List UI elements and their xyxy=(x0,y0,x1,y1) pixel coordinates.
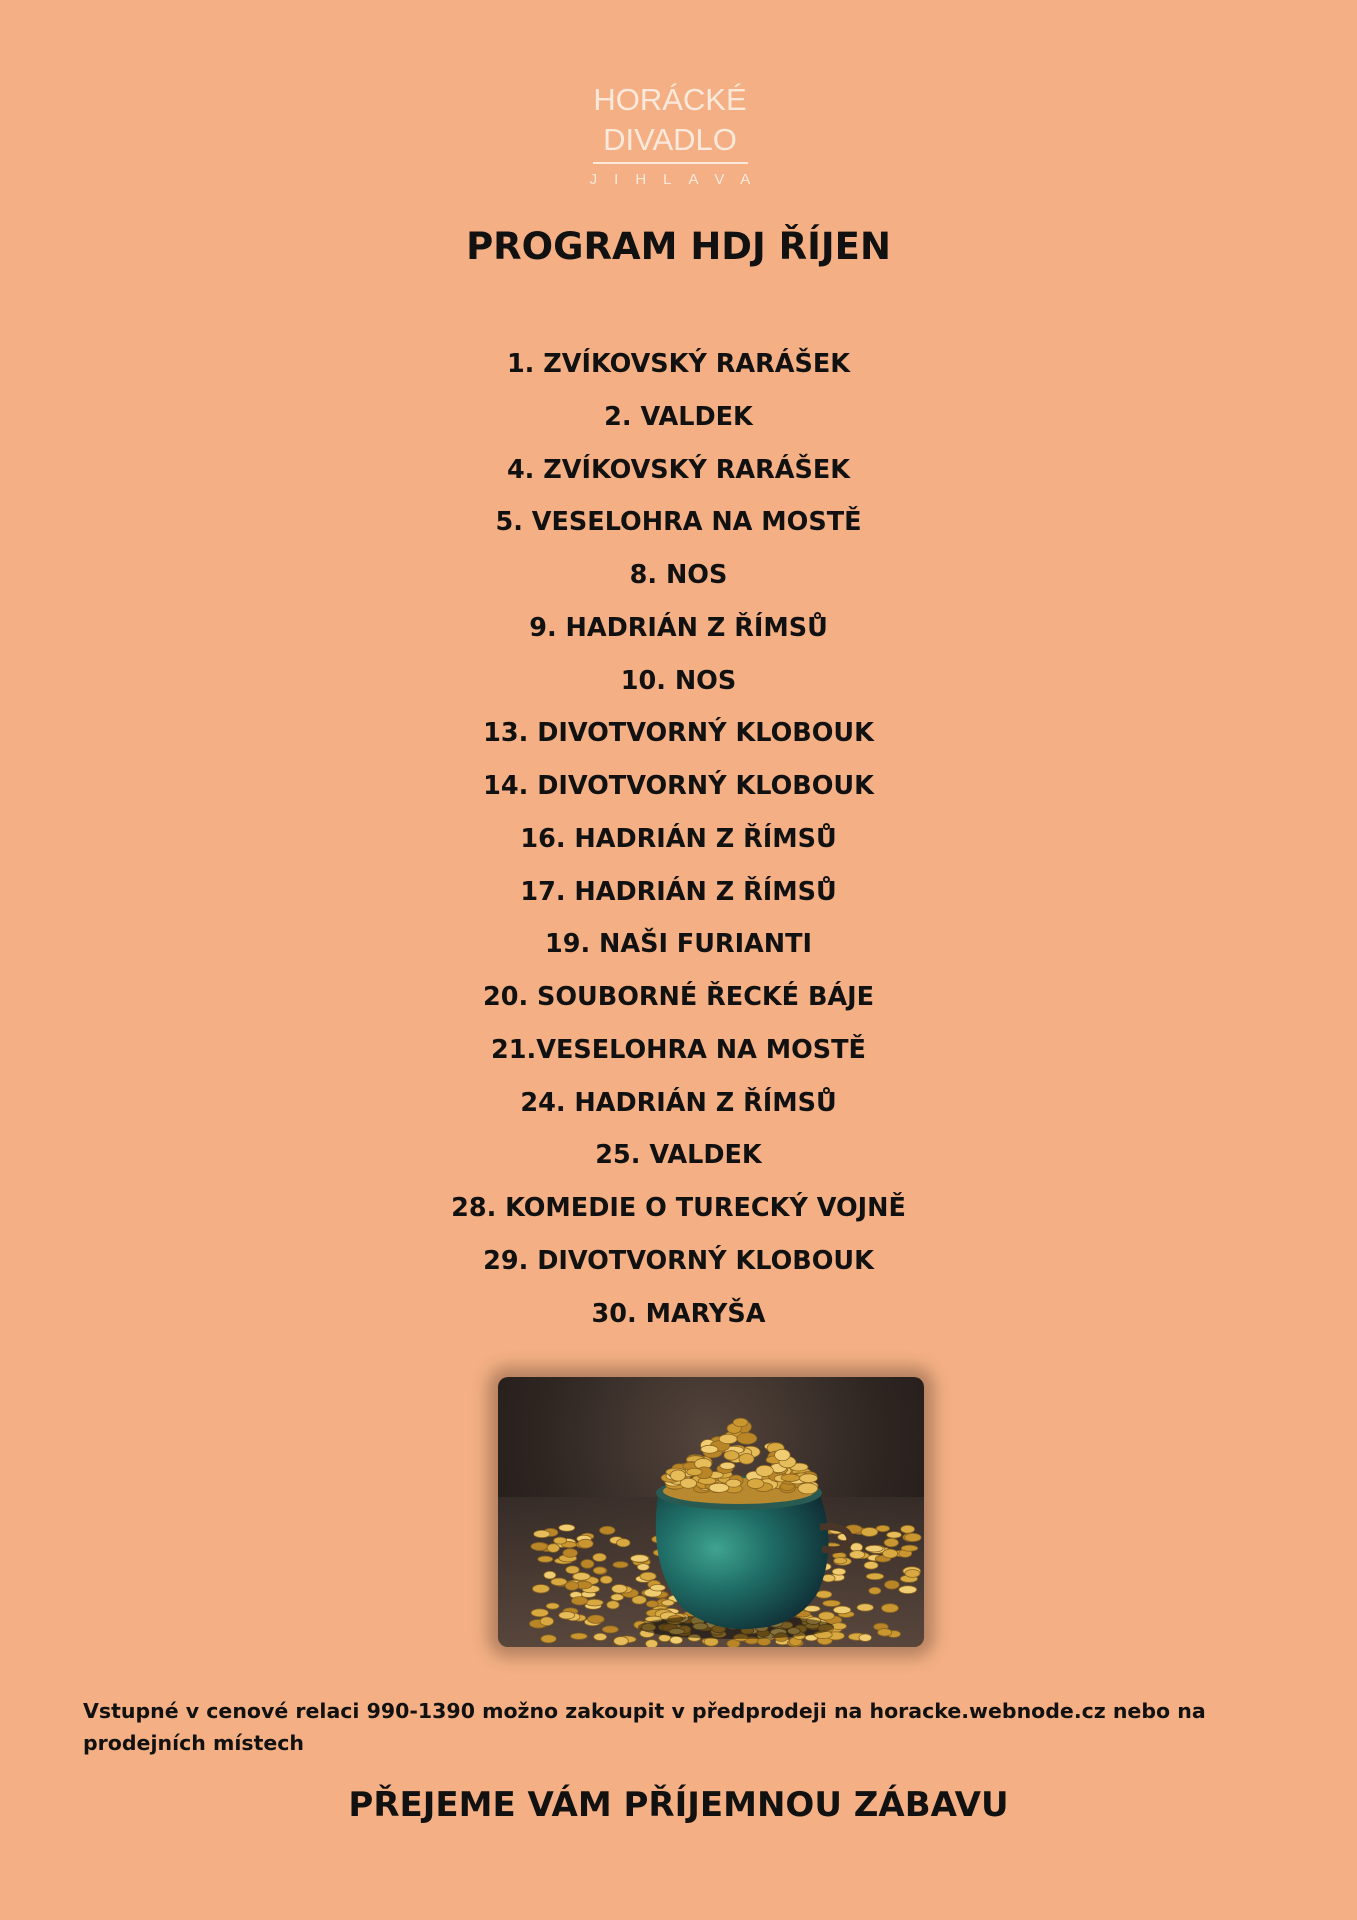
program-item: 2. VALDEK xyxy=(604,401,753,432)
program-list xyxy=(0,338,1357,1340)
program-item: 10. NOS xyxy=(620,665,737,696)
program-item: 8. NOS xyxy=(629,560,728,590)
program-item: 13. DIVOTVORNÝ KLOBOUK xyxy=(483,718,874,749)
pot-of-gold-illustration xyxy=(498,1377,924,1647)
closing-message: PŘEJEME VÁM PŘÍJEMNOU ZÁBAVU xyxy=(348,1785,1009,1825)
program-item: 16. HADRIÁN Z ŘÍMSŮ xyxy=(520,823,837,854)
program-item: 29. DIVOTVORNÝ KLOBOUK xyxy=(483,1245,874,1276)
program-item: 1. ZVÍKOVSKÝ RARÁŠEK xyxy=(506,349,851,379)
program-item: 19. NAŠI FURIANTI xyxy=(544,929,813,960)
logo-line-horacke: HORÁCKÉ xyxy=(593,82,747,117)
program-item: 24. HADRIÁN Z ŘÍMSŮ xyxy=(520,1087,837,1118)
program-item: 14. DIVOTVORNÝ KLOBOUK xyxy=(483,771,874,801)
theatre-logo xyxy=(560,80,780,189)
program-item: 28. KOMEDIE O TURECKÝ VOJNĚ xyxy=(451,1193,906,1223)
pot-of-gold-image xyxy=(498,1377,924,1647)
program-item: 21.VESELOHRA NA MOSTĚ xyxy=(491,1034,866,1065)
ticket-price-note: Vstupné v cenové relaci 990-1390 možno zakoupit v předprodeji na horacke.webnode.cz nebo na prodejních místech xyxy=(83,1699,1206,1755)
logo-line-divadlo: DIVADLO xyxy=(603,122,737,157)
program-item: 25. VALDEK xyxy=(595,1140,762,1171)
program-item: 17. HADRIÁN Z ŘÍMSŮ xyxy=(520,876,837,907)
page-title: PROGRAM HDJ ŘÍJEN xyxy=(466,225,891,268)
program-item: 30. MARYŠA xyxy=(591,1298,766,1329)
program-item: 9. HADRIÁN Z ŘÍMSŮ xyxy=(529,612,828,643)
program-item: 4. ZVÍKOVSKÝ RARÁŠEK xyxy=(506,454,851,485)
logo-divider xyxy=(593,162,748,164)
program-item: 20. SOUBORNÉ ŘECKÉ BÁJE xyxy=(482,982,875,1012)
logo-line-jihlava: JIHLAVA xyxy=(589,171,768,188)
program-item: 5. VESELOHRA NA MOSTĚ xyxy=(495,507,862,538)
